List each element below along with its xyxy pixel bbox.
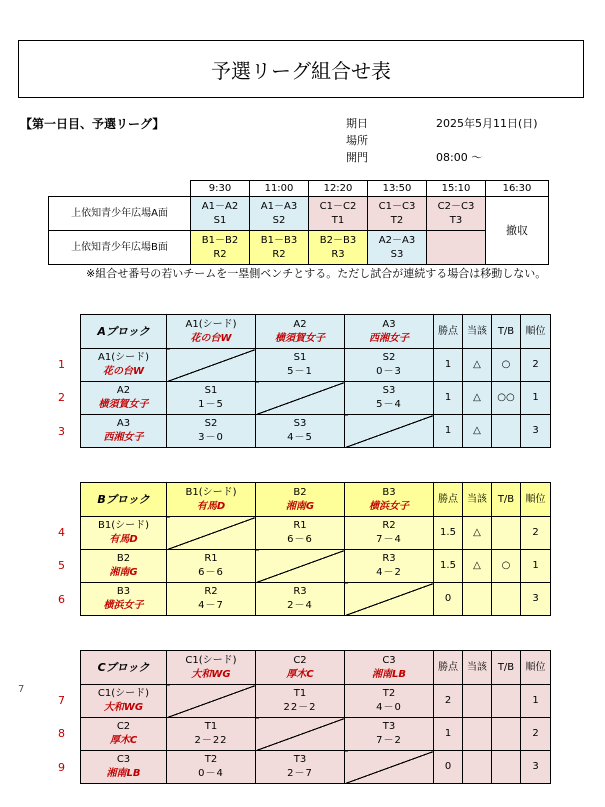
- result-score: 4－0: [376, 702, 402, 713]
- result-score: 2－22: [194, 735, 228, 746]
- team-code: C2: [293, 654, 307, 666]
- tie-cell: △: [463, 382, 492, 415]
- match-pair: B2－B3: [319, 234, 357, 246]
- row-team: [81, 517, 167, 550]
- team-code: A3: [382, 318, 396, 330]
- result-score: 4－7: [198, 600, 224, 611]
- rank-header: 順位: [521, 315, 551, 349]
- result-cell: [256, 517, 345, 550]
- result-cell: [345, 349, 434, 382]
- points-header: 勝点: [434, 483, 463, 517]
- team-header: [167, 483, 256, 517]
- diagonal-cell: [167, 349, 256, 382]
- result-score: 7－2: [376, 735, 402, 746]
- tb-header: T/B: [492, 651, 521, 685]
- result-score: 2－4: [287, 600, 313, 611]
- match-round: S3: [390, 248, 404, 260]
- match-cell: [309, 231, 368, 265]
- result-round: S2: [382, 352, 396, 363]
- points-cell: 2: [434, 685, 463, 718]
- tb-cell: ○: [492, 550, 521, 583]
- rank-cell: 1: [521, 550, 551, 583]
- team-name: 横浜女子: [103, 600, 144, 611]
- result-cell: [167, 550, 256, 583]
- team-header: [256, 315, 345, 349]
- team-name: 大和WG: [191, 668, 231, 680]
- rank-cell: 1: [521, 382, 551, 415]
- match-cell: [250, 231, 309, 265]
- result-cell: [167, 382, 256, 415]
- team-code: C3: [382, 654, 396, 666]
- diagonal-cell: [345, 583, 434, 616]
- row-number: 5: [58, 559, 65, 572]
- match-pair: A1－A2: [201, 200, 239, 212]
- block-c-table: [80, 650, 551, 784]
- rank-cell: 1: [521, 685, 551, 718]
- tie-cell: [463, 583, 492, 616]
- open-label: 開門: [346, 151, 368, 164]
- team-code: C2: [116, 721, 131, 732]
- rank-cell: 3: [521, 751, 551, 784]
- team-name: 花の台W: [190, 332, 232, 344]
- row-number: 1: [58, 358, 65, 371]
- diagonal-cell: [167, 517, 256, 550]
- team-header: [167, 315, 256, 349]
- tie-cell: △: [463, 550, 492, 583]
- team-code: A2: [293, 318, 307, 330]
- result-round: R1: [204, 553, 218, 564]
- date-label: 期日: [346, 117, 368, 130]
- result-round: S3: [382, 385, 396, 396]
- team-code: C3: [116, 754, 131, 765]
- team-name: 横須賀女子: [98, 399, 149, 410]
- tie-header: 当該: [463, 483, 492, 517]
- match-round: R2: [213, 248, 227, 260]
- match-cell: [427, 197, 486, 231]
- team-header: [256, 483, 345, 517]
- open-value: 08:00 ～: [436, 151, 483, 164]
- result-round: T1: [293, 688, 307, 699]
- result-cell: [256, 583, 345, 616]
- tb-cell: [492, 583, 521, 616]
- team-header: [167, 651, 256, 685]
- block-b-table: [80, 482, 551, 616]
- match-pair: A1－A3: [260, 200, 298, 212]
- tb-header: T/B: [492, 315, 521, 349]
- result-score: 22－2: [283, 702, 317, 713]
- match-cell: [368, 197, 427, 231]
- side-mark: 7: [18, 684, 25, 695]
- time-slot: 16:30: [486, 181, 549, 197]
- match-cell: [368, 231, 427, 265]
- team-code: B3: [116, 586, 131, 597]
- points-cell: 1: [434, 718, 463, 751]
- blank-cell: [49, 181, 191, 197]
- match-cell: [309, 197, 368, 231]
- match-cell: [191, 197, 250, 231]
- result-score: 0－4: [198, 768, 224, 779]
- result-cell: [167, 751, 256, 784]
- match-pair: C1－C3: [378, 200, 416, 212]
- bench-note: ※組合せ番号の若いチームを一塁側ベンチとする。ただし試合が連続する場合は移動しない。: [86, 267, 547, 280]
- diagonal-cell: [256, 382, 345, 415]
- time-slot: 13:50: [368, 181, 427, 197]
- diagonal-cell: [345, 415, 434, 448]
- match-cell: [191, 231, 250, 265]
- match-pair: C1－C2: [319, 200, 357, 212]
- result-round: T3: [293, 754, 307, 765]
- tie-header: 当該: [463, 651, 492, 685]
- row-number: 9: [58, 761, 65, 774]
- result-round: S2: [204, 418, 218, 429]
- tie-header: 当該: [463, 315, 492, 349]
- tb-cell: ○: [492, 349, 521, 382]
- team-name: 厚木C: [109, 735, 138, 746]
- rank-cell: 2: [521, 718, 551, 751]
- block-label: Cブロック: [81, 651, 167, 685]
- points-header: 勝点: [434, 651, 463, 685]
- row-team: [81, 685, 167, 718]
- team-header: [345, 315, 434, 349]
- team-code: A2: [116, 385, 131, 396]
- date-value: 2025年5月11日(日): [436, 117, 538, 130]
- venue-a: 上依知青少年広場A面: [49, 197, 191, 231]
- diagonal-cell: [256, 718, 345, 751]
- result-cell: [256, 349, 345, 382]
- team-name: 横浜女子: [369, 500, 409, 512]
- diagonal-cell: [167, 685, 256, 718]
- team-header: [345, 651, 434, 685]
- points-cell: 1: [434, 415, 463, 448]
- tb-cell: ○○: [492, 382, 521, 415]
- row-number: 4: [58, 526, 65, 539]
- row-team: [81, 718, 167, 751]
- rank-cell: 3: [521, 583, 551, 616]
- result-score: 6－6: [287, 534, 313, 545]
- team-name: 湘南G: [109, 567, 138, 578]
- time-slot: 9:30: [191, 181, 250, 197]
- team-code: B2: [116, 553, 131, 564]
- tie-cell: △: [463, 415, 492, 448]
- tb-cell: [492, 718, 521, 751]
- result-score: 1－5: [198, 399, 224, 410]
- match-round: T1: [331, 214, 345, 226]
- team-header: [345, 483, 434, 517]
- result-score: 4－2: [376, 567, 402, 578]
- result-round: R1: [293, 520, 307, 531]
- result-round: T2: [382, 688, 396, 699]
- result-cell: [345, 685, 434, 718]
- result-score: 5－4: [376, 399, 402, 410]
- team-code: B3: [382, 486, 396, 498]
- result-cell: [345, 382, 434, 415]
- tb-cell: [492, 517, 521, 550]
- points-cell: 1.5: [434, 550, 463, 583]
- result-score: 2－7: [287, 768, 313, 779]
- match-round: R3: [331, 248, 345, 260]
- diagonal-cell: [345, 751, 434, 784]
- team-name: 湘南G: [285, 500, 315, 512]
- team-code: B1(シード): [185, 486, 237, 498]
- team-name: 有馬D: [196, 500, 226, 512]
- result-cell: [167, 415, 256, 448]
- result-cell: [167, 583, 256, 616]
- tb-cell: [492, 415, 521, 448]
- match-round: T2: [390, 214, 404, 226]
- team-code: A3: [116, 418, 131, 429]
- result-cell: [345, 718, 434, 751]
- team-name: 西湘女子: [103, 432, 144, 443]
- tb-cell: [492, 751, 521, 784]
- result-score: 7－4: [376, 534, 402, 545]
- venue-b: 上依知青少年広場B面: [49, 231, 191, 265]
- result-round: R3: [382, 553, 396, 564]
- withdraw-cell: 撤収: [486, 197, 549, 265]
- row-number: 2: [58, 391, 65, 404]
- points-header: 勝点: [434, 315, 463, 349]
- team-code: C1(シード): [185, 654, 237, 666]
- result-round: R2: [382, 520, 396, 531]
- match-pair: A2－A3: [378, 234, 416, 246]
- result-round: S1: [204, 385, 218, 396]
- result-round: R3: [293, 586, 307, 597]
- row-number: 7: [58, 694, 65, 707]
- row-number: 8: [58, 727, 65, 740]
- team-name: 花の台W: [102, 366, 145, 377]
- result-round: T1: [204, 721, 218, 732]
- match-round: T3: [449, 214, 463, 226]
- points-cell: 0: [434, 583, 463, 616]
- team-code: B2: [293, 486, 307, 498]
- tie-cell: [463, 718, 492, 751]
- row-team: [81, 751, 167, 784]
- team-name: 湘南LB: [106, 768, 141, 779]
- rank-header: 順位: [521, 651, 551, 685]
- result-round: T2: [204, 754, 218, 765]
- result-cell: [256, 415, 345, 448]
- tie-cell: [463, 685, 492, 718]
- result-score: 0－3: [376, 366, 402, 377]
- match-round: S2: [272, 214, 286, 226]
- diagonal-cell: [256, 550, 345, 583]
- result-score: 3－0: [198, 432, 224, 443]
- result-cell: [256, 751, 345, 784]
- block-a-table: [80, 314, 551, 448]
- tb-cell: [492, 685, 521, 718]
- team-code: A1(シード): [97, 352, 149, 363]
- time-slot: 15:10: [427, 181, 486, 197]
- team-name: 厚木C: [286, 668, 314, 680]
- match-round: R2: [272, 248, 286, 260]
- rank-cell: 3: [521, 415, 551, 448]
- block-label: Aブロック: [81, 315, 167, 349]
- row-team: [81, 349, 167, 382]
- team-name: 横須賀女子: [275, 332, 325, 344]
- day-label: 【第一日目、予選リーグ】: [20, 117, 165, 131]
- result-round: S3: [293, 418, 307, 429]
- team-name: 湘南LB: [372, 668, 406, 680]
- row-number: 6: [58, 593, 65, 606]
- result-score: 6－6: [198, 567, 224, 578]
- match-pair: B1－B3: [260, 234, 298, 246]
- team-name: 大和WG: [103, 702, 144, 713]
- match-pair: C2－C3: [437, 200, 475, 212]
- points-cell: 1: [434, 349, 463, 382]
- page-title: 予選リーグ組合せ表: [18, 40, 584, 98]
- empty-cell: [427, 231, 486, 265]
- row-team: [81, 583, 167, 616]
- time-slot: 12:20: [309, 181, 368, 197]
- result-score: 4－5: [287, 432, 313, 443]
- tie-cell: [463, 751, 492, 784]
- team-header: [256, 651, 345, 685]
- result-round: S1: [293, 352, 307, 363]
- tb-header: T/B: [492, 483, 521, 517]
- block-label: Bブロック: [81, 483, 167, 517]
- tie-cell: △: [463, 517, 492, 550]
- team-name: 西湘女子: [369, 332, 409, 344]
- result-cell: [345, 517, 434, 550]
- rank-cell: 2: [521, 349, 551, 382]
- schedule-table: [48, 180, 549, 265]
- place-label: 場所: [346, 134, 368, 147]
- points-cell: 0: [434, 751, 463, 784]
- tie-cell: △: [463, 349, 492, 382]
- team-code: A1(シード): [185, 318, 237, 330]
- rank-cell: 2: [521, 517, 551, 550]
- row-team: [81, 415, 167, 448]
- points-cell: 1.5: [434, 517, 463, 550]
- time-slot: 11:00: [250, 181, 309, 197]
- result-round: T3: [382, 721, 396, 732]
- result-cell: [167, 718, 256, 751]
- team-code: B1(シード): [97, 520, 150, 531]
- result-cell: [256, 685, 345, 718]
- team-name: 有馬D: [109, 534, 138, 545]
- result-round: R2: [204, 586, 218, 597]
- result-score: 5－1: [287, 366, 313, 377]
- rank-header: 順位: [521, 483, 551, 517]
- team-code: C1(シード): [97, 688, 150, 699]
- row-number: 3: [58, 425, 65, 438]
- row-team: [81, 550, 167, 583]
- row-team: [81, 382, 167, 415]
- match-pair: B1－B2: [201, 234, 239, 246]
- points-cell: 1: [434, 382, 463, 415]
- result-cell: [345, 550, 434, 583]
- match-round: S1: [213, 214, 227, 226]
- match-cell: [250, 197, 309, 231]
